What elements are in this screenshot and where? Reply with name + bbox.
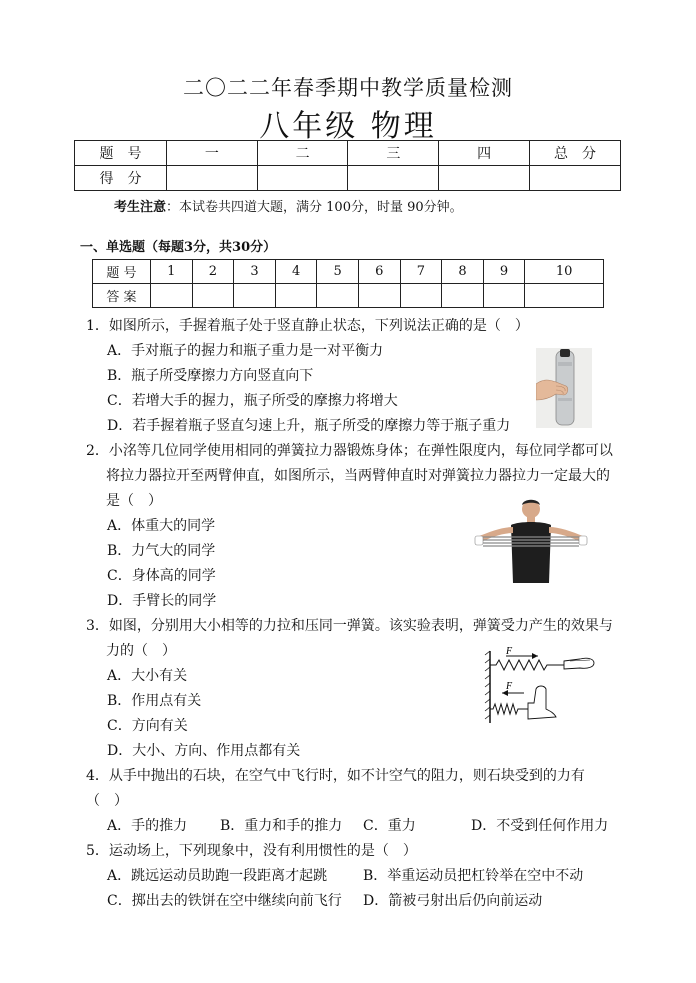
score-header-cell: 四: [439, 141, 530, 166]
question-2-option-a: A．体重大的同学: [107, 518, 216, 534]
score-header-cell: 一: [166, 141, 257, 166]
question-4-option-c: C．重力: [363, 818, 416, 834]
answer-row-label: 题 号: [93, 260, 151, 284]
question-5-option-c: C．掷出去的铁饼在空中继续向前飞行: [107, 893, 342, 909]
answer-cell[interactable]: [442, 284, 484, 308]
question-1-option-a: A．手对瓶子的握力和瓶子重力是一对平衡力: [107, 343, 384, 359]
question-2-stem-line-2: 将拉力器拉开至两臂伸直，如图所示，当两臂伸直时对弹簧拉力器拉力一定最大的: [106, 468, 610, 484]
question-2-option-b: B．力气大的同学: [107, 543, 216, 559]
score-cell[interactable]: [166, 166, 257, 191]
question-2-stem-line-3: 是（ ）: [106, 493, 162, 509]
question-3-option-d: D．大小、方向、作用点都有关: [107, 743, 301, 759]
exam-title: 二〇二二年春季期中教学质量检测: [183, 76, 513, 100]
answer-cell[interactable]: [151, 284, 193, 308]
answer-cell[interactable]: [525, 284, 604, 308]
answer-table: [92, 259, 604, 308]
score-table: [74, 140, 621, 191]
question-2-stem-line-1: 2．小洺等几位同学使用相同的弹簧拉力器锻炼身体；在弹性限度内，每位同学都可以: [86, 443, 613, 459]
answer-cell[interactable]: [234, 284, 276, 308]
question-3-option-a: A．大小有关: [107, 668, 188, 684]
answer-cell[interactable]: [358, 284, 400, 308]
score-row-label: 得 分: [75, 166, 167, 191]
bottom-force-label: F: [506, 681, 513, 692]
question-1-option-b: B．瓶子所受摩擦力方向竖直向下: [107, 368, 314, 384]
notice-label: 考生注意: [114, 200, 167, 215]
exam-subtitle: 八年级 物理: [259, 109, 437, 144]
answer-cell[interactable]: [192, 284, 234, 308]
question-1-option-d: D．若手握着瓶子竖直匀速上升，瓶子所受的摩擦力等于瓶子重力: [107, 418, 511, 434]
question-3-option-c: C．方向有关: [107, 718, 188, 734]
question-number-cell: 7: [400, 260, 442, 284]
answer-row-label: 答 案: [93, 284, 151, 308]
question-4-stem-line-2: （ ）: [86, 793, 128, 809]
question-number-cell: 1: [151, 260, 193, 284]
question-3-stem-line-2: 力的（ ）: [106, 643, 176, 659]
answer-cell[interactable]: [400, 284, 442, 308]
question-number-cell: 6: [358, 260, 400, 284]
answer-cell[interactable]: [317, 284, 359, 308]
answer-table-answer-row: [93, 284, 604, 308]
answer-table-number-row: [93, 260, 604, 284]
question-number-cell: 10: [525, 260, 604, 284]
question-number-cell: 3: [234, 260, 276, 284]
hand-holding-bottle-image: [536, 348, 592, 428]
score-cell[interactable]: [257, 166, 348, 191]
question-1-option-c: C．若增大手的握力，瓶子所受的摩擦力将增大: [107, 393, 398, 409]
spring-force-diagram: [484, 645, 596, 727]
question-4-stem-line-1: 4．从手中抛出的石块，在空气中飞行时，如不计空气的阻力，则石块受到的力有: [86, 768, 585, 784]
person-with-chest-expander-image: [473, 495, 589, 583]
question-4-option-b: B．重力和手的推力: [220, 818, 343, 834]
question-number-cell: 5: [317, 260, 359, 284]
score-header-cell: 三: [348, 141, 439, 166]
score-cell[interactable]: [529, 166, 620, 191]
score-header-cell: 题 号: [75, 141, 167, 166]
question-number-cell: 2: [192, 260, 234, 284]
question-5-stem: 5．运动场上，下列现象中，没有利用惯性的是（ ）: [86, 843, 417, 859]
score-cell[interactable]: [348, 166, 439, 191]
question-4-option-d: D．不受到任何作用力: [471, 818, 609, 834]
question-5-option-b: B．举重运动员把杠铃举在空中不动: [363, 868, 584, 884]
question-number-cell: 9: [483, 260, 525, 284]
question-5-option-a: A．跳远运动员助跑一段距离才起跳: [107, 868, 328, 884]
question-3-option-b: B．作用点有关: [107, 693, 202, 709]
score-table-score-row: [75, 166, 621, 191]
question-4-option-a: A．手的推力: [107, 818, 188, 834]
question-2-option-c: C．身体高的同学: [107, 568, 216, 584]
score-header-cell: 二: [257, 141, 348, 166]
section-heading: 一、单选题（每题3分，共30分）: [80, 240, 277, 255]
notice-text: ：本试卷共四道大题，满分 100分，时量 90分钟。: [166, 200, 463, 215]
question-number-cell: 8: [442, 260, 484, 284]
score-header-cell: 总 分: [529, 141, 620, 166]
question-number-cell: 4: [275, 260, 317, 284]
top-force-label: F: [506, 646, 513, 657]
question-5-option-d: D．箭被弓射出后仍向前运动: [363, 893, 543, 909]
question-3-stem-line-1: 3．如图，分别用大小相等的力拉和压同一弹簧。该实验表明，弹簧受力产生的效果与: [86, 618, 613, 634]
score-table-header-row: [75, 141, 621, 166]
exam-notice: [114, 196, 463, 215]
answer-cell[interactable]: [483, 284, 525, 308]
question-1-stem: 1．如图所示，手握着瓶子处于竖直静止状态，下列说法正确的是（ ）: [86, 318, 529, 334]
question-2-option-d: D．手臂长的同学: [107, 593, 217, 609]
answer-cell[interactable]: [275, 284, 317, 308]
score-cell[interactable]: [439, 166, 530, 191]
